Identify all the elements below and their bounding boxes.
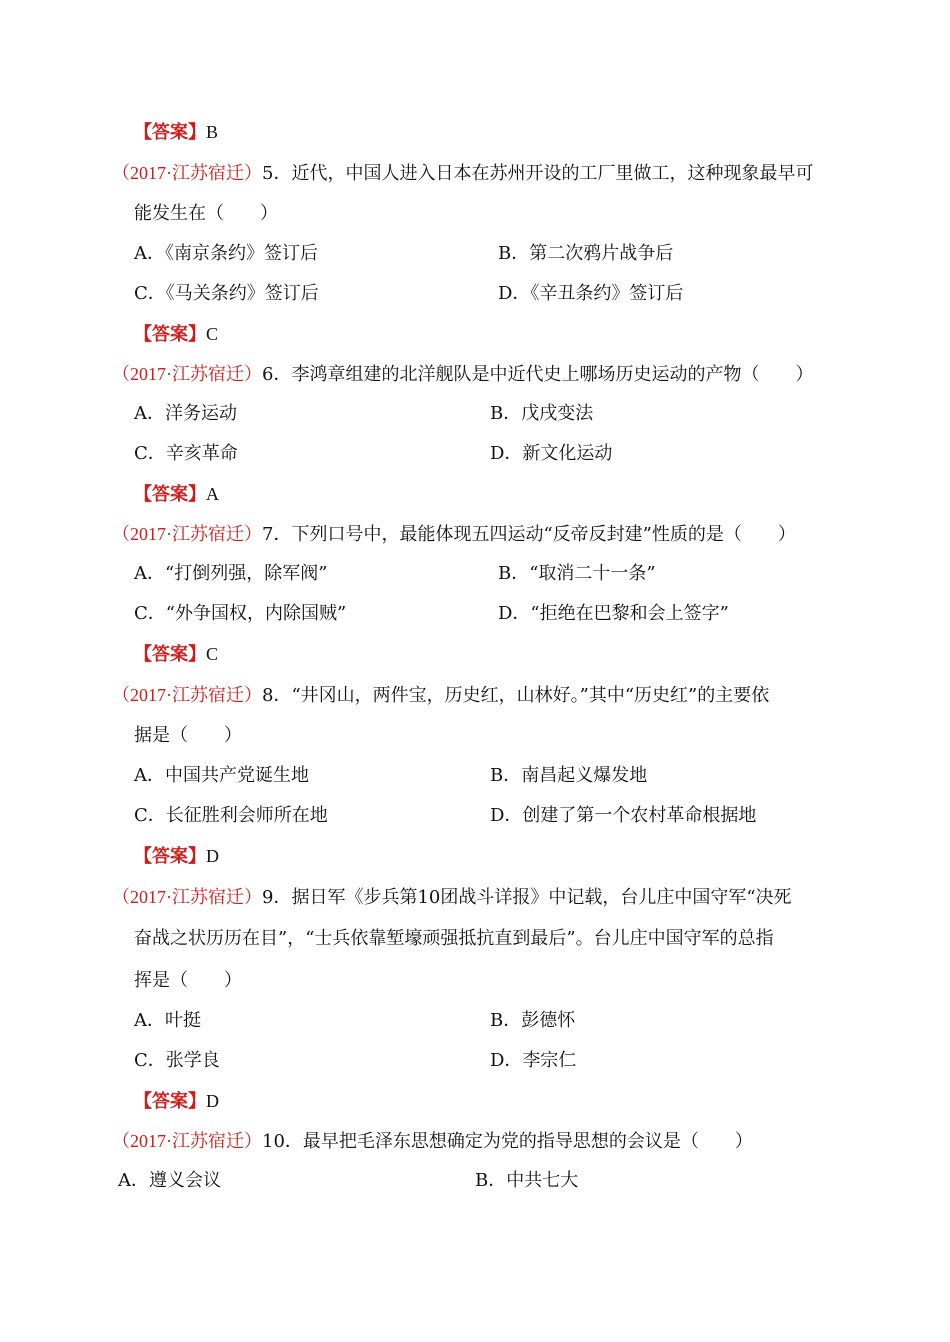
option-c: C．辛亥革命 [134,443,238,464]
answer-label: 【答案】 [134,644,206,665]
option-a: A．洋务运动 [134,403,237,424]
option-a: A．《南京条约》签订后 [134,243,318,264]
option-a: A．遵义会议 [118,1170,221,1191]
question-text: 7．下列口号中，最能体现五四运动“反帝反封建”性质的是（ ） [262,524,796,545]
question-5-line-1 [112,161,813,186]
question-8-line-1 [112,683,769,708]
question-7-line-1 [112,522,796,547]
question-5-line-2: 能发生在（ ） [134,203,278,224]
question-text: 6．李鸿章组建的北洋舰队是中近代史上哪场历史运动的产物（ ） [262,364,814,385]
answer-label: 【答案】 [134,324,206,345]
option-d: D．新文化运动 [490,443,613,464]
question-source: （2017·江苏宿迁） [112,163,262,183]
question-9-line-1 [112,885,792,910]
answer-line [134,642,218,667]
answer-value: A [206,484,219,504]
question-6-line-1 [112,362,813,387]
option-c: C．长征胜利会师所在地 [134,805,328,826]
answer-value: D [206,1091,219,1111]
answer-line [134,120,218,145]
answer-line [134,322,218,347]
option-b: B．第二次鸦片战争后 [498,243,674,264]
option-a: A．叶挺 [134,1010,201,1031]
question-text: 8．“井冈山，两件宝，历史红，山林好。”其中“历史红”的主要依 [262,685,770,706]
option-b: B．中共七大 [475,1170,579,1191]
question-text: 9．据日军《步兵第10团战斗详报》中记载，台儿庄中国守军“决死 [262,887,792,908]
question-text: 5．近代，中国人进入日本在苏州开设的工厂里做工，这种现象最早可 [262,163,814,184]
answer-label: 【答案】 [134,484,206,505]
question-source: （2017·江苏宿迁） [112,524,262,544]
option-b: B．“取消二十一条” [498,563,656,584]
answer-label: 【答案】 [134,1091,206,1112]
answer-line [134,844,219,869]
question-text: 10．最早把毛泽东思想确定为党的指导思想的会议是（ ） [262,1131,753,1152]
answer-value: B [206,122,219,142]
option-b: B．南昌起义爆发地 [490,765,648,786]
option-b: B．彭德怀 [490,1010,576,1031]
option-c: C．《马关条约》签订后 [134,283,319,304]
question-8-line-2: 据是（ ） [134,725,242,746]
answer-line [134,1089,219,1114]
option-d: D．《辛丑条约》签订后 [498,283,684,304]
answer-value: C [206,324,219,344]
question-9-line-2: 奋战之状历历在目”，“士兵依靠堑壕顽强抵抗直到最后”。台儿庄中国守军的总指 [134,928,774,949]
option-d: D．“拒绝在巴黎和会上签字” [498,603,729,624]
answer-value: C [206,644,219,664]
question-source: （2017·江苏宿迁） [112,685,262,705]
option-d: D．创建了第一个农村革命根据地 [490,805,757,826]
answer-line [134,482,219,507]
question-source: （2017·江苏宿迁） [112,364,262,384]
answer-value: D [206,846,219,866]
option-c: C．“外争国权，内除国贼” [134,603,347,624]
option-d: D．李宗仁 [490,1050,577,1071]
answer-label: 【答案】 [134,846,206,867]
option-a: A．“打倒列强，除军阀” [134,563,328,584]
option-a: A．中国共产党诞生地 [134,765,309,786]
question-10-line-1 [112,1129,753,1154]
question-9-line-3: 挥是（ ） [134,970,242,991]
question-source: （2017·江苏宿迁） [112,887,262,907]
answer-label: 【答案】 [134,122,206,143]
option-c: C．张学良 [134,1050,220,1071]
option-b: B．戊戌变法 [490,403,594,424]
question-source: （2017·江苏宿迁） [112,1131,262,1151]
